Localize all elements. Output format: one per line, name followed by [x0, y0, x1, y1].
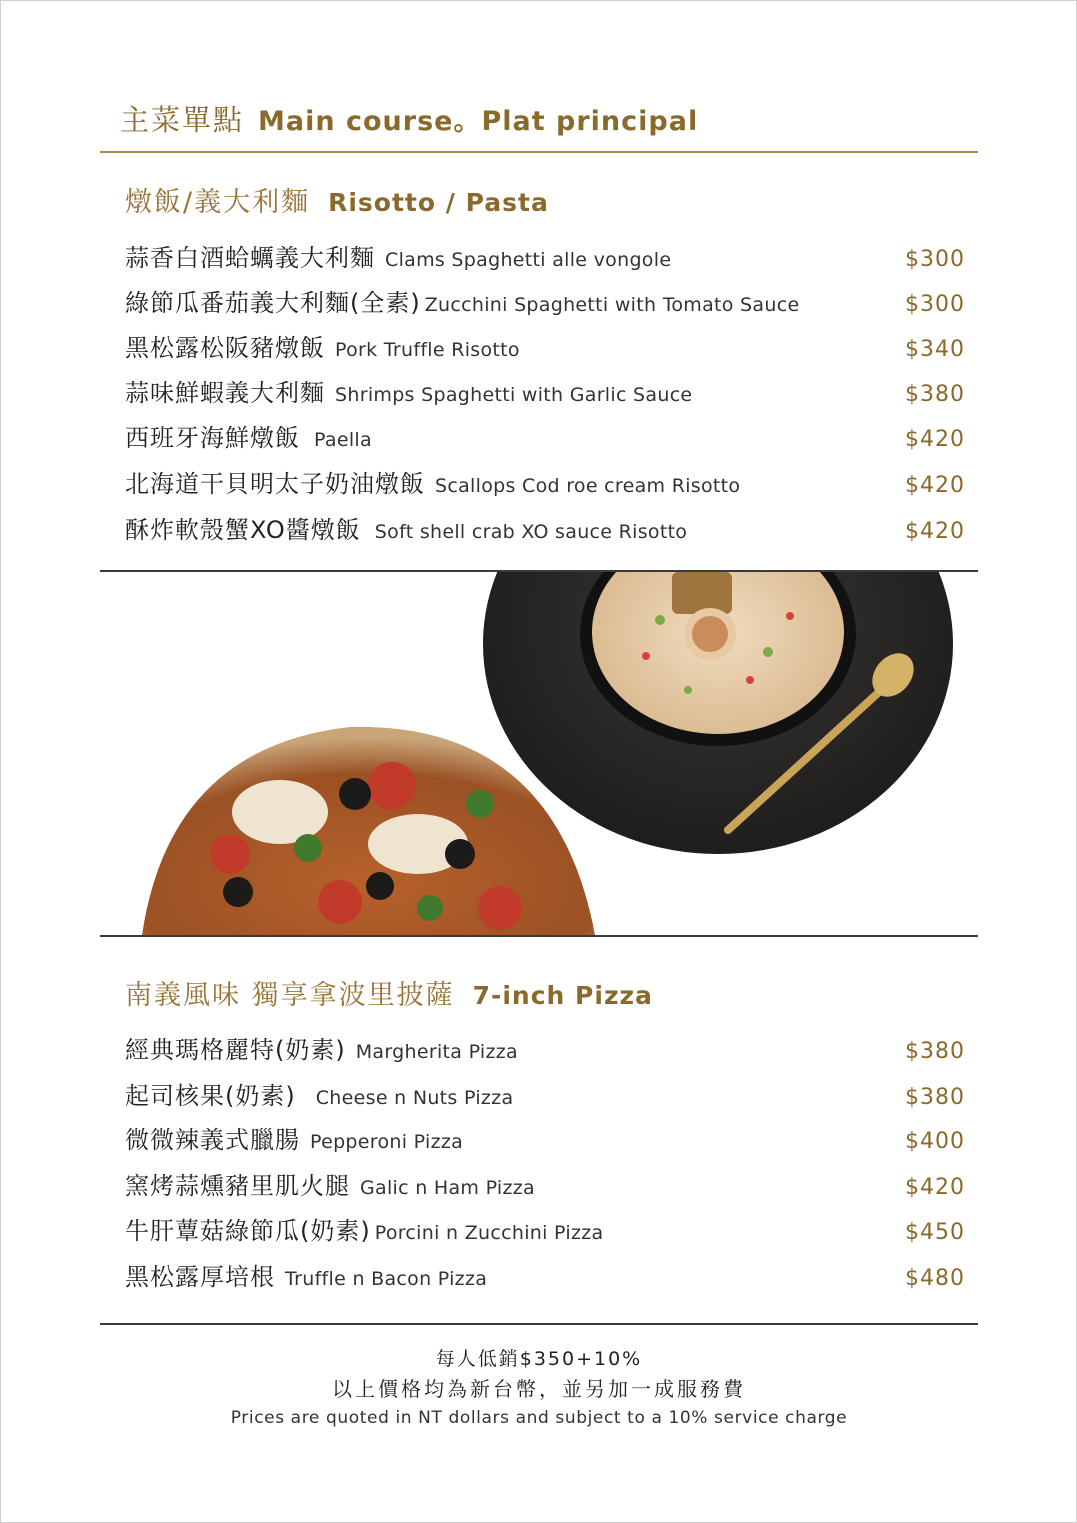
menu-item-price: $380 — [905, 382, 965, 407]
menu-item-price: $420 — [905, 473, 965, 498]
menu-item — [125, 1120, 965, 1154]
section-title-en: Risotto / Pasta — [328, 188, 549, 217]
food-photo-illustration — [100, 572, 978, 935]
menu-item — [125, 1166, 965, 1200]
footer-notes — [100, 1345, 978, 1432]
page-header — [120, 98, 698, 139]
menu-item-name-en: Galic n Ham Pizza — [360, 1177, 535, 1199]
menu-item-name-en: Truffle n Bacon Pizza — [285, 1268, 488, 1290]
menu-item-name-zh: 蒜味鮮蝦義大利麵 — [125, 379, 325, 407]
menu-item-name-zh: 微微辣義式臘腸 — [125, 1126, 300, 1154]
menu-item — [125, 510, 965, 544]
menu-item-price: $380 — [905, 1039, 965, 1064]
menu-item-name-en: Clams Spaghetti alle vongole — [385, 249, 672, 271]
section-title-zh: 燉飯/義大利麵 — [125, 187, 311, 218]
section-title-zh: 南義風味 獨享拿波里披薩 — [125, 980, 455, 1011]
menu-item — [125, 1257, 965, 1291]
menu-item-price: $420 — [905, 427, 965, 452]
menu-item-name-en: Scallops Cod roe cream Risotto — [435, 475, 741, 497]
menu-item-name-en: Porcini n Zucchini Pizza — [374, 1222, 604, 1244]
menu-item-name-zh: 蒜香白酒蛤蠣義大利麵 — [125, 244, 375, 272]
menu-item-name-zh: 北海道干貝明太子奶油燉飯 — [125, 470, 425, 498]
footer-divider — [100, 1323, 978, 1325]
menu-item-price: $400 — [905, 1129, 965, 1154]
menu-item-price: $450 — [905, 1220, 965, 1245]
menu-item — [125, 1211, 965, 1245]
header-divider — [100, 151, 978, 153]
section-title-risotto-pasta — [125, 180, 549, 219]
menu-item-price: $340 — [905, 337, 965, 362]
menu-item — [125, 283, 965, 317]
page-title-en: Main course。Plat principal — [258, 106, 699, 137]
menu-item — [125, 1030, 965, 1064]
menu-item-name-en: Paella — [314, 429, 372, 451]
menu-item-name-en: Cheese n Nuts Pizza — [315, 1087, 514, 1109]
menu-item-name-en: Margherita Pizza — [355, 1041, 518, 1063]
menu-item-price: $380 — [905, 1085, 965, 1110]
menu-item-name-en: Zucchini Spaghetti with Tomato Sauce — [424, 294, 800, 316]
price-note-zh: 以上價格均為新台幣，並另加一成服務費 — [332, 1377, 746, 1401]
menu-item-name-zh: 窯烤蒜燻豬里肌火腿 — [125, 1172, 350, 1200]
page-title-zh: 主菜單點 — [120, 103, 245, 137]
menu-item-name-en: Soft shell crab XO sauce Risotto — [374, 521, 688, 543]
menu-item-name-zh: 牛肝蕈菇綠節瓜(奶素) — [125, 1217, 371, 1245]
menu-item-name-zh: 黑松露厚培根 — [125, 1263, 275, 1291]
menu-item-name-zh: 經典瑪格麗特(奶素) — [125, 1036, 346, 1064]
menu-item — [125, 418, 965, 452]
menu-item-price: $300 — [905, 247, 965, 272]
menu-item-price: $420 — [905, 1175, 965, 1200]
menu-item-price: $480 — [905, 1266, 965, 1291]
minimum-charge-note: 每人低銷$350+10% — [435, 1348, 643, 1370]
menu-item-price: $300 — [905, 292, 965, 317]
risotto-plate-image — [483, 572, 953, 854]
food-photo-banner — [100, 572, 978, 935]
section-title-en: 7-inch Pizza — [472, 981, 653, 1010]
menu-item — [125, 1076, 965, 1110]
menu-item — [125, 238, 965, 272]
menu-item-name-en: Pork Truffle Risotto — [335, 339, 520, 361]
section-title-pizza — [125, 973, 653, 1012]
menu-item-name-zh: 起司核果(奶素) — [125, 1082, 296, 1110]
menu-item — [125, 464, 965, 498]
menu-item-name-en: Shrimps Spaghetti with Garlic Sauce — [335, 384, 693, 406]
menu-item — [125, 328, 965, 362]
menu-item-name-zh: 酥炸軟殼蟹XO醬燉飯 — [125, 516, 361, 544]
menu-item-name-zh: 綠節瓜番茄義大利麵(全素) — [125, 289, 421, 317]
section-divider-bottom — [100, 935, 978, 937]
price-note-en: Prices are quoted in NT dollars and subject to a 10% service charge — [230, 1408, 848, 1428]
menu-item-price: $420 — [905, 519, 965, 544]
menu-item-name-zh: 黑松露松阪豬燉飯 — [125, 334, 325, 362]
menu-item-name-zh: 西班牙海鮮燉飯 — [125, 424, 300, 452]
menu-item-name-en: Pepperoni Pizza — [310, 1131, 464, 1153]
menu-item — [125, 373, 965, 407]
